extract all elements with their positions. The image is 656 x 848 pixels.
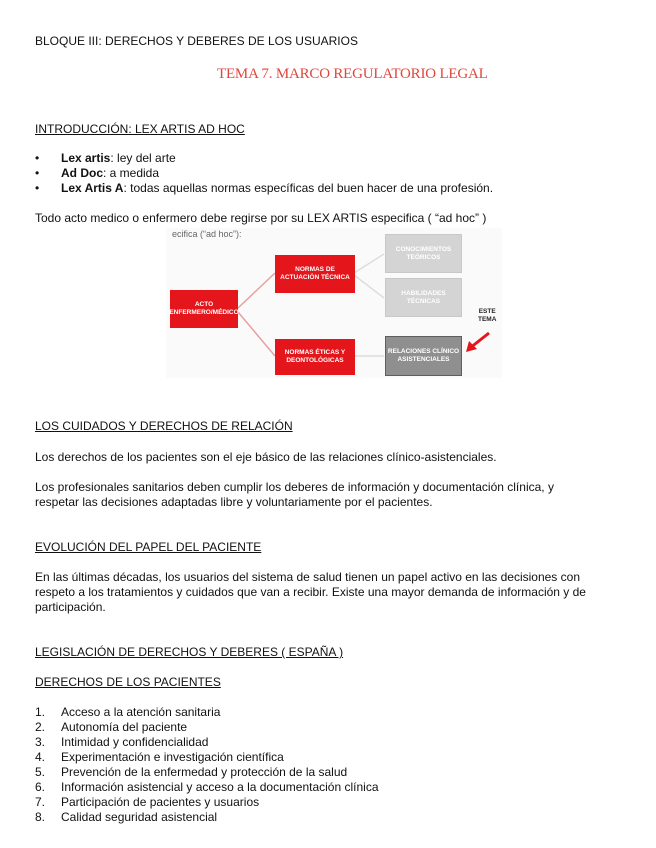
evolution-line-1: En las últimas décadas, los usuarios del sistema de salud tienen un papel activo en las decisiones con [35,570,580,584]
diagram-leaf-theoretical-knowledge: CONOCIMIENTOS TEÓRICOS [385,234,462,273]
intro-heading: INTRODUCCIÓN: LEX ARTIS AD HOC [35,122,245,136]
patient-rights-list [35,705,635,825]
diagram-leaf-technical-skills: HABILIDADES TÉCNICAS [385,278,462,317]
list-item: • Lex Artis A: todas aquellas normas específicas del buen hacer de una profesión. [35,181,494,195]
diagram-root-node: ACTO ENFERMERO/MÉDICO [170,290,238,328]
list-item: 7. Participación de pacientes y usuarios [35,795,260,809]
diagram-node-ethical-norms: NORMAS ÉTICAS Y DEONTOLÓGICAS [275,339,355,375]
block-title: BLOQUE III: DERECHOS Y DEBERES DE LOS USUARIOS [35,34,358,48]
evolution-line-3: participación. [35,600,106,614]
topic-title: TEMA 7. MARCO REGULATORIO LEGAL [217,66,488,82]
list-item: 5. Prevención de la enfermedad y protección de la salud [35,765,348,779]
intro-bullet-list [35,151,635,196]
evolution-line-2: respeto a los tratamientos y cuidados que van a recibir. Existe una mayor demanda de información y de [35,585,586,599]
list-item: • Ad Doc: a medida [35,166,160,180]
care-paragraph-2-line-2: respetar las decisiones adaptadas libre y voluntariamente por el pacientes. [35,495,433,509]
list-item: 1. Acceso a la atención sanitaria [35,705,221,719]
diagram-caption-fragment: ecifica (“ad hoc”): [172,229,242,239]
diagram-node-technical-norms: NORMAS DE ACTUACIÓN TÉCNICA [275,255,355,293]
list-item: 2. Autonomía del paciente [35,720,188,734]
lex-artis-diagram [166,228,502,378]
list-item: 8. Calidad seguridad asistencial [35,810,218,824]
care-paragraph-2-line-1: Los profesionales sanitarios deben cumplir los deberes de información y documentación clínica, y [35,480,554,494]
list-item: 3. Intimidad y confidencialidad [35,735,209,749]
list-item: 4. Experimentación e investigación científica [35,750,284,764]
bullet-dot-icon: • [35,166,40,180]
bullet-dot-icon: • [35,151,40,165]
patient-rights-heading: DERECHOS DE LOS PACIENTES [35,675,221,689]
evolution-heading: EVOLUCIÓN DEL PAPEL DEL PACIENTE [35,540,262,554]
bullet-dot-icon: • [35,181,40,195]
diagram-pointer-label: ESTE TEMA [478,308,497,323]
list-item: 6. Información asistencial y acceso a la documentación clínica [35,780,379,794]
care-paragraph-1: Los derechos de los pacientes son el eje básico de las relaciones clínico-asistenciales. [35,450,497,464]
list-item: • Lex artis: ley del arte [35,151,176,165]
intro-paragraph: Todo acto medico o enfermero debe regirse por su LEX ARTIS especifica ( “ad hoc” ) [35,211,487,225]
legislation-heading: LEGISLACIÓN DE DERECHOS Y DEBERES ( ESPAÑA ) [35,645,344,659]
diagram-leaf-clinical-relations: RELACIONES CLÍNICO ASISTENCIALES [385,336,462,376]
care-heading: LOS CUIDADOS Y DERECHOS DE RELACIÓN [35,419,293,433]
